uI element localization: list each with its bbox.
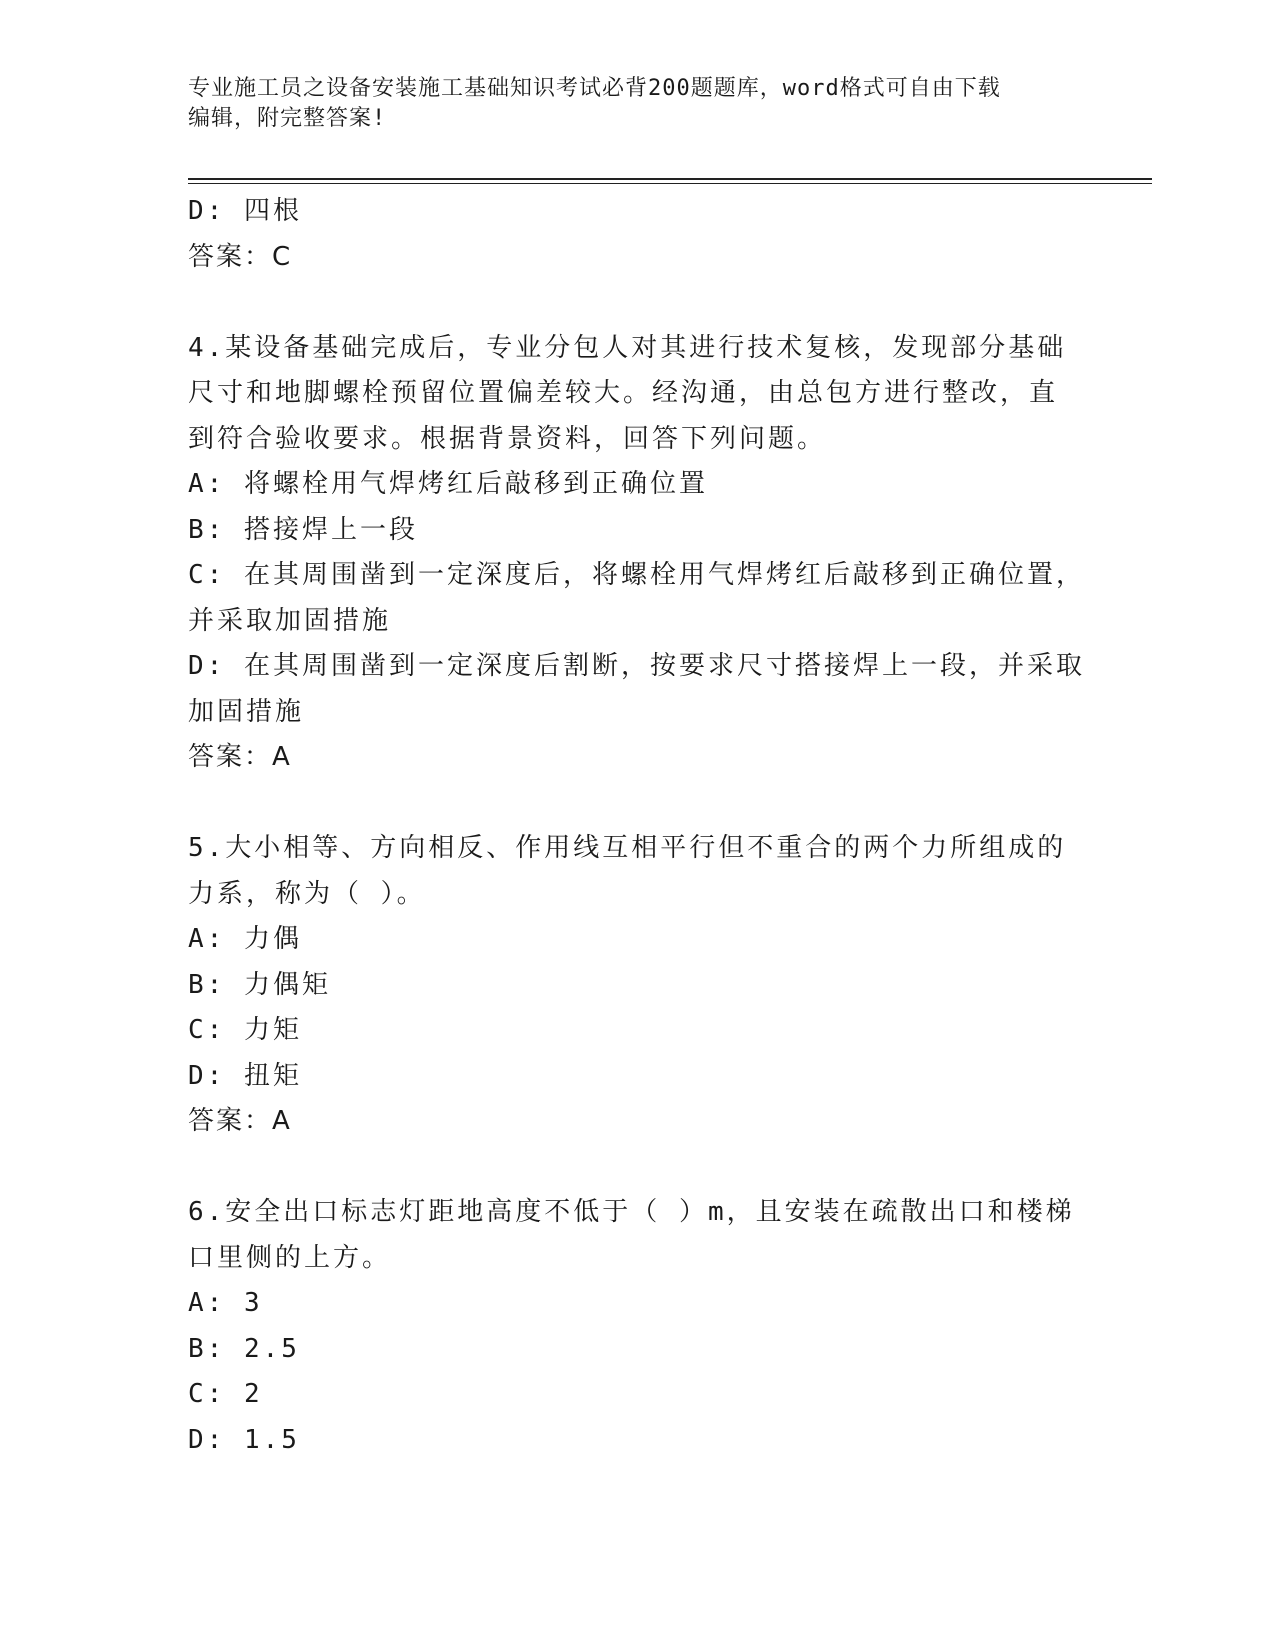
- header-divider-thick: [188, 178, 1152, 180]
- question-5: [188, 826, 1088, 1145]
- question-6-option-d: D: 1.5: [188, 1424, 300, 1455]
- question-5-option-d: D: 扭矩: [188, 1060, 302, 1091]
- question-6: [188, 1190, 1088, 1463]
- question-4-option-d-line-2: 加固措施: [188, 696, 305, 727]
- document-header: [188, 74, 1088, 134]
- question-4-option-d-line-1: D: 在其周围凿到一定深度后割断，按要求尺寸搭接焊上一段，并采取: [188, 651, 1085, 681]
- question-4: [188, 326, 1088, 781]
- question-6-option-b: B: 2.5: [188, 1333, 300, 1364]
- question-4-option-c-line-2: 并采取加固措施: [188, 605, 392, 636]
- question-5-option-a: A: 力偶: [188, 924, 302, 954]
- question-4-stem-line-2: 尺寸和地脚螺栓预留位置偏差较大。经沟通，由总包方进行整改，直: [188, 378, 1059, 408]
- header-title-line-1: 专业施工员之设备安装施工基础知识考试必背200题题库，word格式可自由下载: [188, 76, 1001, 101]
- question-5-option-c: C: 力矩: [188, 1015, 302, 1045]
- previous-question-option-d: D: 四根: [188, 196, 302, 226]
- question-6-option-c: C: 2: [188, 1379, 263, 1409]
- previous-question-answer: 答案：C: [188, 241, 293, 272]
- question-4-option-b: B: 搭接焊上一段: [188, 514, 418, 545]
- question-5-stem-line-1: 5.大小相等、方向相反、作用线互相平行但不重合的两个力所组成的: [188, 833, 1067, 863]
- header-title-line-2: 编辑，附完整答案!: [188, 106, 387, 131]
- question-4-option-a: A: 将螺栓用气焊烤红后敲移到正确位置: [188, 469, 708, 499]
- question-content: [188, 189, 1088, 1463]
- question-4-stem-line-3: 到符合验收要求。根据背景资料，回答下列问题。: [188, 423, 827, 454]
- header-divider-thin: [188, 183, 1152, 184]
- question-6-stem-line-1: 6.安全出口标志灯距地高度不低于（ ）m，且安装在疏散出口和楼梯: [188, 1197, 1075, 1227]
- question-5-answer: 答案：A: [188, 1106, 292, 1136]
- question-4-option-c-line-1: C: 在其周围凿到一定深度后，将螺栓用气焊烤红后敲移到正确位置，: [188, 560, 1085, 590]
- question-6-stem-line-2: 口里侧的上方。: [188, 1242, 392, 1273]
- question-5-option-b: B: 力偶矩: [188, 969, 331, 1000]
- question-6-option-a: A: 3: [188, 1288, 263, 1318]
- question-5-stem-line-2: 力系，称为（ ）。: [188, 878, 426, 909]
- question-4-answer: 答案：A: [188, 742, 292, 772]
- question-4-stem-line-1: 4.某设备基础完成后，专业分包人对其进行技术复核，发现部分基础: [188, 332, 1067, 363]
